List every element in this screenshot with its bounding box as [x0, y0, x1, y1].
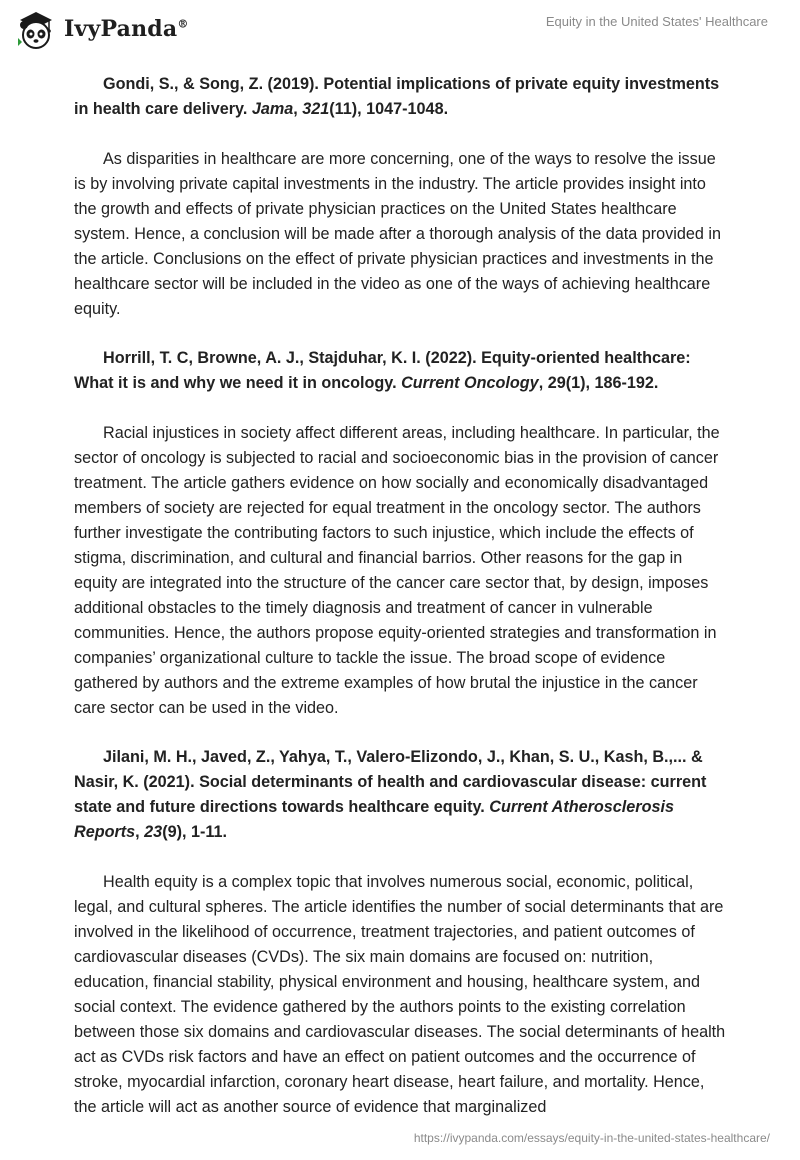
- brand-name: IvyPanda®: [64, 16, 189, 42]
- essay-body: [74, 72, 728, 1144]
- reference-summary: Health equity is a complex topic that involves numerous social, economic, political, legal, and cultural spheres. The article identifies the number of social determinants that are involved in the likelihood of occurrence, treatment trajectories, and patient outcomes of cardiovascular diseases (CVDs). The six main domains are focused on: nutrition, education, financial stability, physical environment and housing, healthcare system, and social context. The evidence gathered by the authors points to the existing correlation between those six domains and cardiovascular diseases. The social determinants of health act as CVDs risk factors and have an effect on patient outcomes and the occurrence of stroke, myocardial infarction, coronary heart disease, heart failure, and mortality. Hence, the article will act as another source of evidence that marginalized: [74, 873, 726, 1116]
- ivypanda-logo[interactable]: [14, 8, 189, 50]
- panda-icon: [14, 8, 58, 50]
- reference-summary: As disparities in healthcare are more concerning, one of the ways to resolve the issue is by involving private capital investments in the industry. The article provides insight into the growth and effects of private physician practices on the United States healthcare system. Hence, a conclusion will be made after a thorough analysis of the data provided in the article. Conclusions on the effect of private physician practices and investments in the healthcare sector will be included in the video as one of the ways of achieving healthcare equity.: [74, 150, 721, 318]
- reference-citation: Gondi, S., & Song, Z. (2019). Potential implications of private equity investments in health care delivery. Jama, 321(11), 1047-1048.: [74, 75, 720, 118]
- document-title: Equity in the United States' Healthcare: [545, 14, 768, 29]
- source-url-link[interactable]: https://ivypanda.com/essays/equity-in-the-united-states-healthcare/: [413, 1131, 770, 1145]
- reference-summary: Racial injustices in society affect different areas, including healthcare. In particular, the sector of oncology is subjected to racial and socioeconomic bias in the provision of cancer treatment. The article gathers evidence on how socially and economically disadvantaged members of society are rejected for equal treatment in the oncology sector. The authors further investigate the contributing factors to such injustice, which include the effects of stigma, discrimination, and cultural and financial barrios. Other reasons for the gap in equity are integrated into the structure of the cancer care sector that, by design, imposes additional obstacles to the timely diagnosis and treatment of cancer in vulnerable communities. Hence, the authors propose equity-oriented strategies and transformation in companies’ organizational culture to tackle the issue. The broad scope of evidence gathered by authors and the extreme examples of how brutal the injustice in the cancer care sector can be used in the video.: [74, 424, 720, 717]
- page-header: [0, 0, 800, 60]
- reference-citation: Jilani, M. H., Javed, Z., Yahya, T., Valero-Elizondo, J., Khan, S. U., Kash, B.,... & Nasir, K. (2021). Social determinants of health and cardiovascular disease: current state and future directions towards healthcare equity. Current Atherosclerosis Reports, 23(9), 1-11.: [74, 748, 707, 841]
- reference-citation: Horrill, T. C, Browne, A. J., Stajduhar, K. I. (2022). Equity-oriented healthcare: What it is and why we need it in oncology. Current Oncology, 29(1), 186-192.: [74, 349, 691, 392]
